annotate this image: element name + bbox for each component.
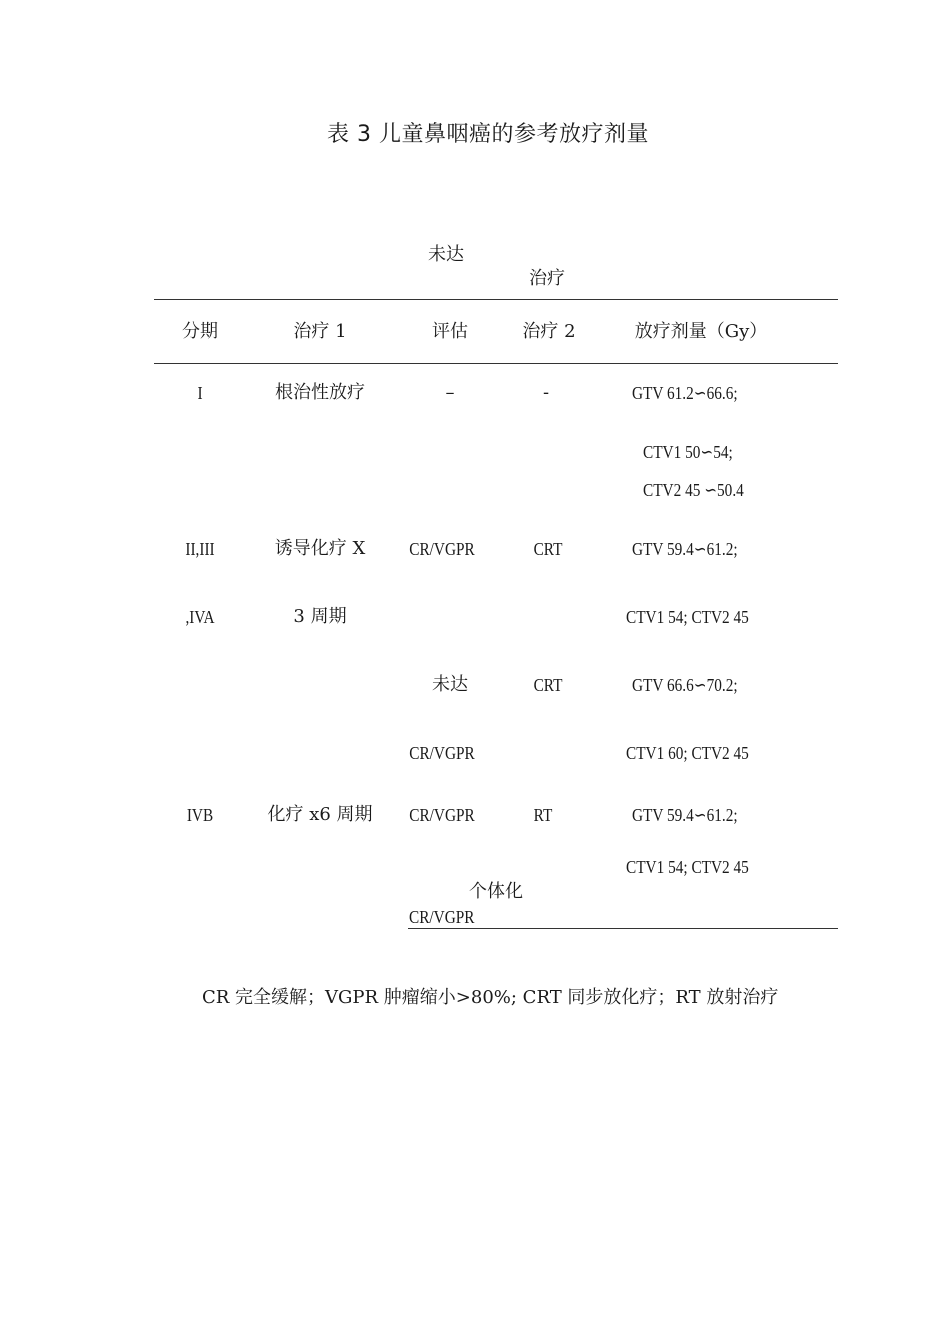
row2-evaluation-not-reached-line2: CR/VGPR [409, 743, 475, 763]
table-bottom-rule [408, 928, 838, 929]
row1-treatment1: 根治性放疗 [275, 382, 365, 403]
row2-treatment1-line1: 诱导化疗 X [274, 538, 366, 559]
row2-treatment1-line2: 3 周期 [293, 606, 347, 627]
header-evaluation-prefix: 未达 [428, 244, 464, 265]
table-top-rule [154, 299, 838, 300]
row3-treatment1: 化疗 x6 周期 [267, 804, 373, 825]
row2-evaluation-cr: CR/VGPR [409, 539, 475, 559]
row3-dose-ctv: CTV1 54; CTV2 45 [626, 857, 749, 877]
row1-dose-ctv2: CTV2 45 ∽50.4 [643, 480, 744, 500]
row2-stage-line2: ,IVA [185, 607, 215, 627]
header-treatment2-prefix: 治疗 [529, 268, 565, 289]
row2-dose-ctv-not-reached: CTV1 60; CTV2 45 [626, 743, 749, 763]
column-header-evaluation: 评估 [432, 321, 468, 342]
column-header-treatment2: 治疗 2 [522, 321, 576, 342]
row1-stage: I [197, 383, 203, 403]
row1-evaluation: – [445, 382, 455, 403]
row3-stage: IVB [186, 805, 214, 825]
row3-dose-gtv: GTV 59.4∽61.2; [632, 805, 738, 825]
row3-evaluation: CR/VGPR [409, 805, 475, 825]
column-header-stage: 分期 [182, 321, 218, 342]
row2-stage-line1: II,III [185, 539, 215, 559]
row3-individualized: 个体化 [469, 881, 523, 902]
row2-dose-gtv-not-reached: GTV 66.6∽70.2; [632, 675, 738, 695]
table-footnote: CR 完全缓解；VGPR 肿瘤缩小>80%; CRT 同步放化疗；RT 放射治疗 [202, 987, 779, 1008]
row1-treatment2: - [542, 382, 550, 403]
row2-dose-ctv-cr: CTV1 54; CTV2 45 [626, 607, 749, 627]
row2-dose-gtv-cr: GTV 59.4∽61.2; [632, 539, 738, 559]
row1-dose-gtv: GTV 61.2∽66.6; [632, 383, 738, 403]
row2-evaluation-not-reached: 未达 [432, 674, 468, 695]
row1-dose-ctv1: CTV1 50∽54; [643, 442, 733, 462]
row3-evaluation-line2: CR/VGPR [409, 907, 475, 927]
table-header-rule [154, 363, 838, 364]
row2-treatment2-not-reached: CRT [533, 675, 563, 695]
row2-treatment2-cr: CRT [533, 539, 563, 559]
row3-treatment2: RT [533, 805, 553, 825]
column-header-treatment1: 治疗 1 [293, 321, 347, 342]
column-header-dose: 放疗剂量（Gy） [634, 321, 768, 342]
page-title: 表 3 儿童鼻咽癌的参考放疗剂量 [327, 122, 649, 147]
